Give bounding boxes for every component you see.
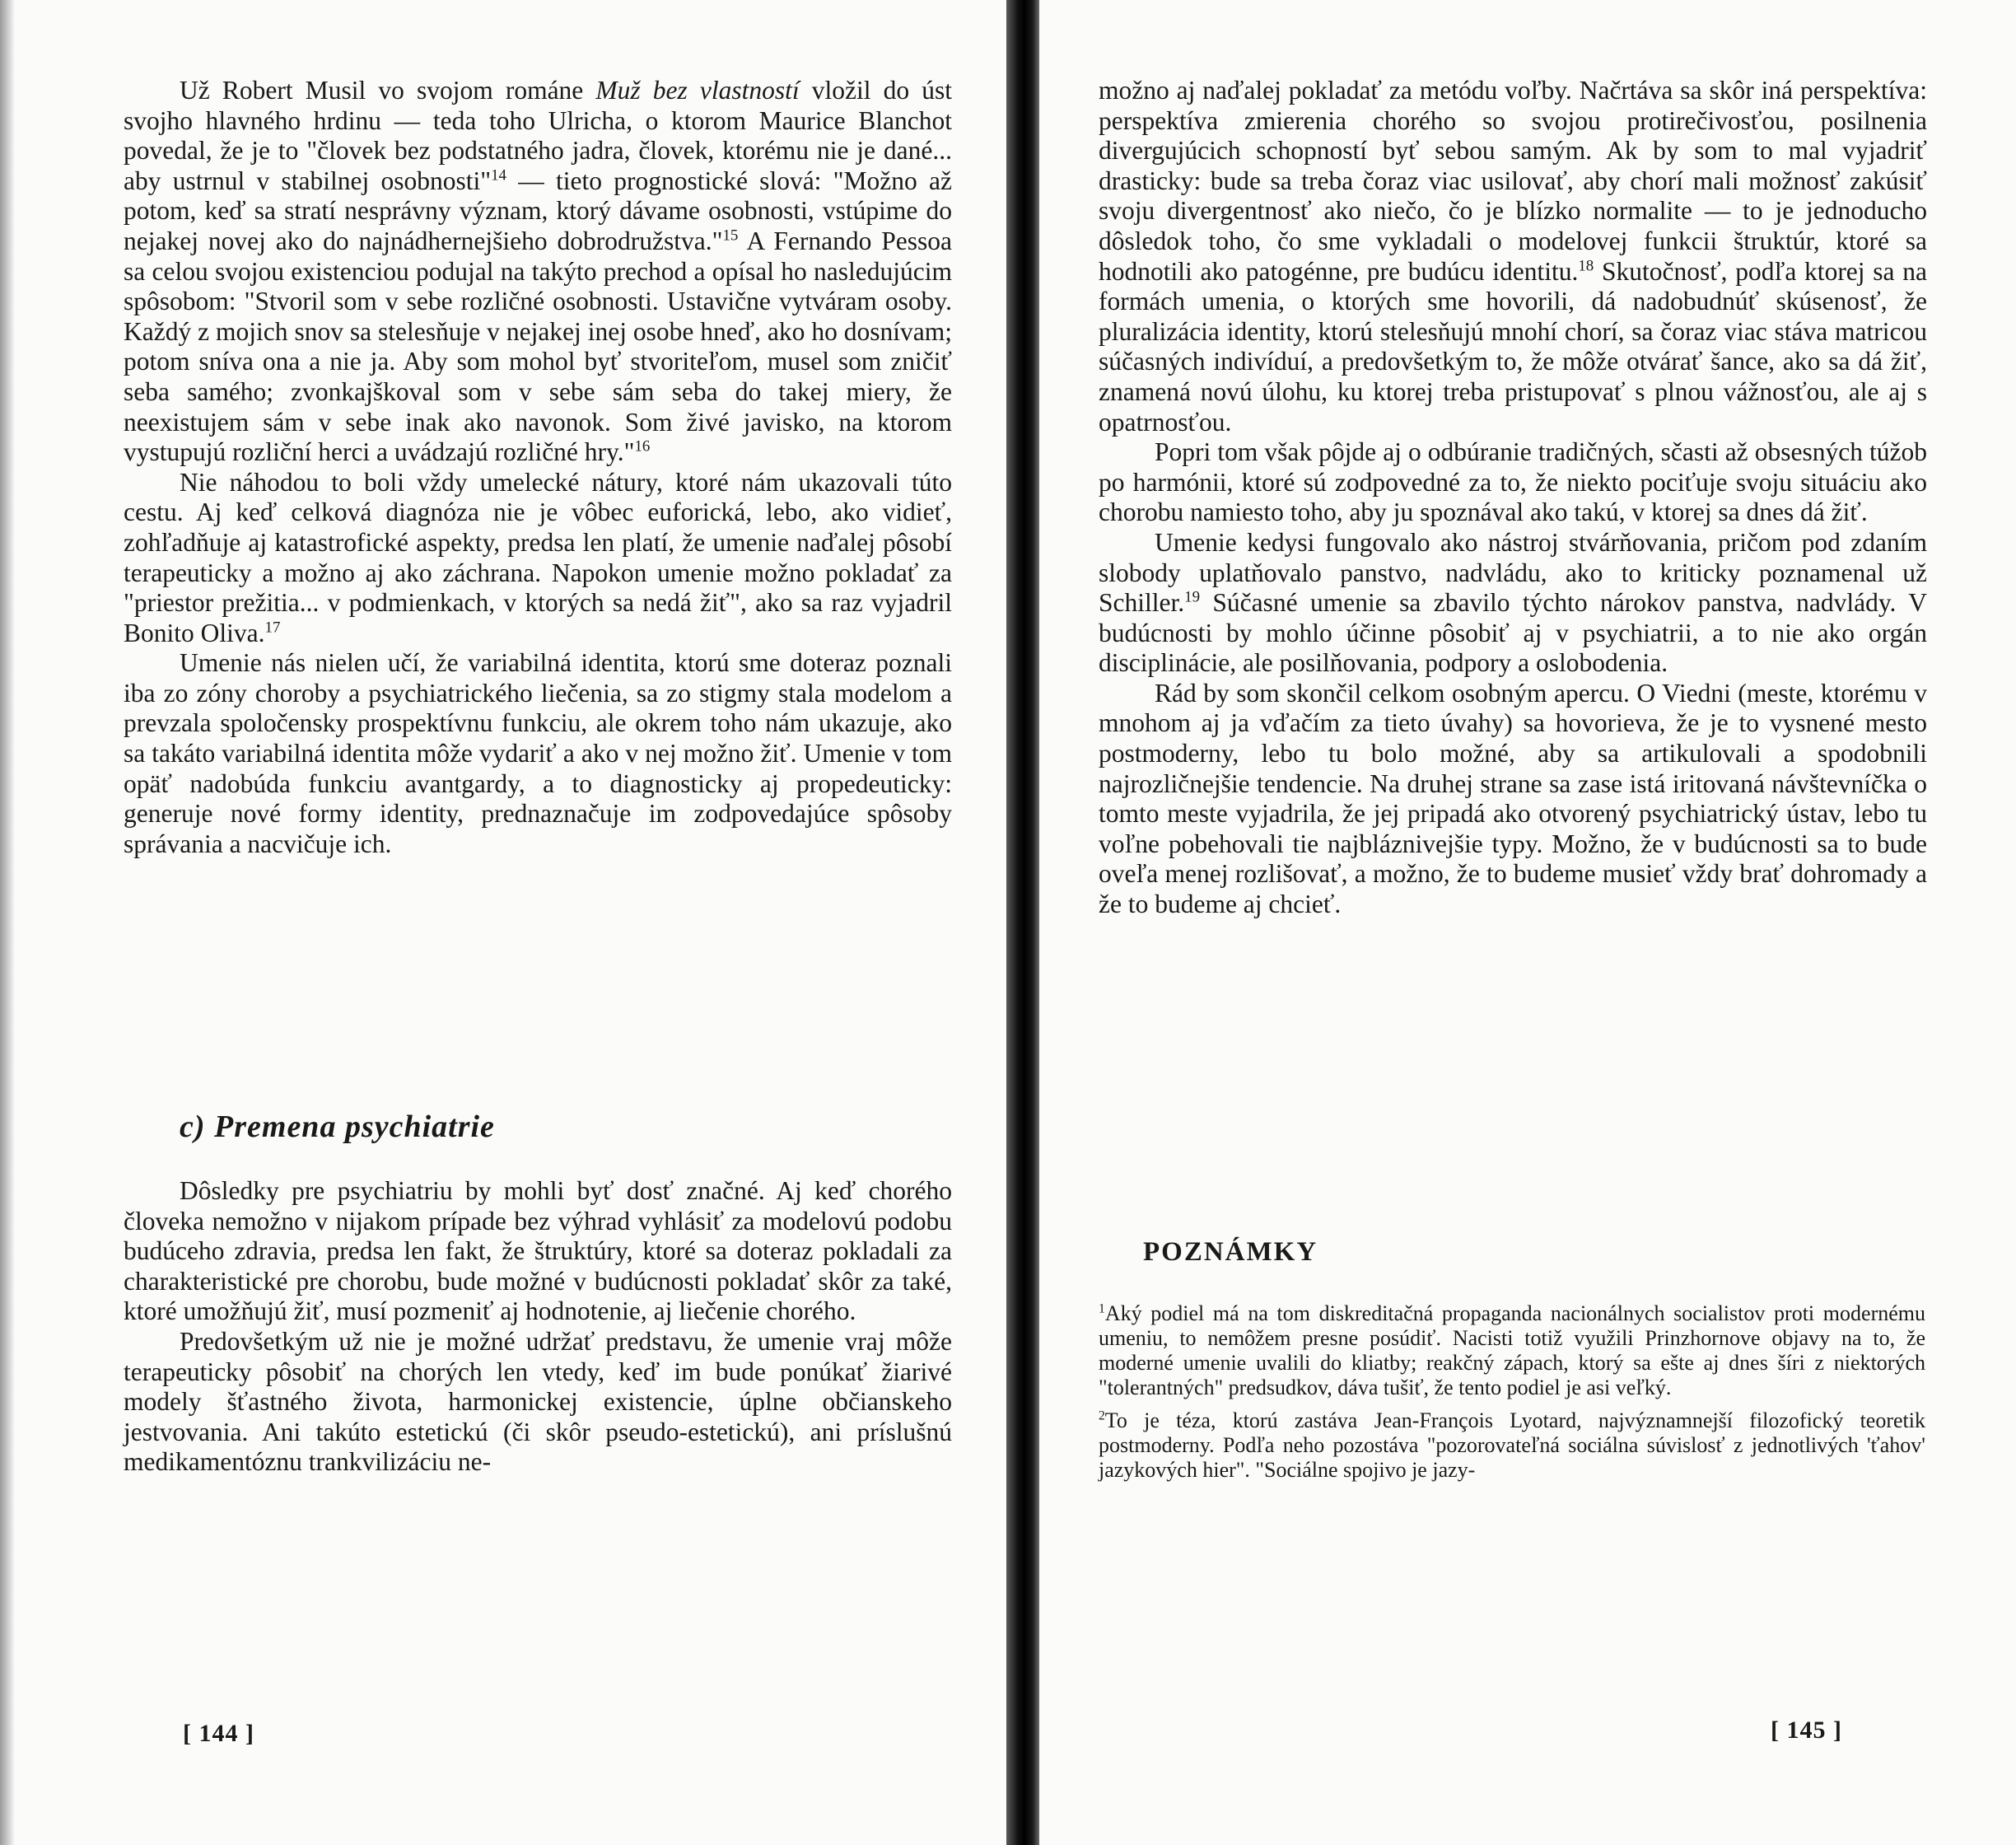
paragraph <box>1099 528 1927 679</box>
left-page-text-block-2 <box>124 1176 952 1478</box>
page-number: [ 145 ] <box>1771 1717 1842 1744</box>
text-span: Už Robert Musil vo svojom románe <box>180 76 596 105</box>
text-span: Súčasné umenie sa zbavilo týchto nárokov panstva, nadvlády. V budúcnosti by mohlo účinne pôsobiť aj v psychiatrii, a to nie ako orgán disciplinácie, ale posilňovania, podpory a oslobodenia. <box>1099 588 1927 678</box>
footnote-text: Aký podiel má na tom diskreditačná propaganda nacionálnych socialistov proti modernému umeniu, to nemôžem presne posúdiť. Nacisti totiž využili Prinzhornove objavy na to, že moderné umenie uvalili do kliatby; reakčný zápach, ktorý sa ešte aj dnes šíri z niektorých "tolerantných" predsudkov, dáva tušiť, že tento podiel je asi veľký. <box>1099 1301 1925 1399</box>
left-page <box>0 0 1006 1845</box>
book-title: Muž bez vlastností <box>595 76 800 105</box>
footnotes-list <box>1099 1301 1925 1491</box>
book-spine-gutter <box>1006 0 1039 1845</box>
footnote-number: 2 <box>1099 1408 1105 1423</box>
paragraph: Popri tom však pôjde aj o odbúranie tradičných, sčasti až obsesných túžob po harmónii, ktoré sú zodpovedné za to, že niekto pociťuje svoju situáciu ako chorobu namiesto toho, aby ju spoznával ako takú, v ktorej sa dnes dá žiť. <box>1099 437 1927 527</box>
footnote-ref: 18 <box>1578 257 1594 275</box>
paragraph <box>1099 76 1927 437</box>
footnote-ref: 16 <box>634 437 651 455</box>
footnote-ref: 14 <box>491 166 506 184</box>
text-span: Nie náhodou to boli vždy umelecké nátury, ktoré nám ukazovali túto cestu. Aj keď celková diagnóza nie je vôbec euforická, lebo, ako vidieť, zohľadňuje aj katastrofické aspekty, predsa len platí, že umenie naďalej pôsobí terapeuticky a možno aj ako záchrana. Napokon umenie možno pokladať za "priestor prežitia... v podmienkach, v ktorých sa nedá žiť", ako sa raz vyjadril Bonito Oliva. <box>124 467 952 647</box>
footnote-number: 1 <box>1099 1301 1105 1316</box>
section-heading: c) Premena psychiatrie <box>180 1109 495 1144</box>
left-page-edge <box>0 0 15 1845</box>
page-number: [ 144 ] <box>183 1720 254 1747</box>
footnote-ref: 17 <box>264 619 281 637</box>
paragraph: Umenie nás nielen učí, že variabilná identita, ktorú sme doteraz poznali iba zo zóny choroby a psychiatrického liečenia, sa zo stigmy stala modelom a prevzala spoločensky prospektívnu funkciu, ale okrem toho nám ukazuje, ako sa takáto variabilná identita môže vydariť a ako v nej možno žiť. Umenie v tom opäť nadobúda funkciu avantgardy, a to diagnosticky aj propedeuticky: generuje nové formy identity, prednaznačuje im zodpovedajúce spôsoby správania a nacvičuje ich. <box>124 648 952 858</box>
footnote <box>1099 1408 1925 1483</box>
right-page-text-block <box>1099 76 1927 920</box>
paragraph: Dôsledky pre psychiatriu by mohli byť dosť značné. Aj keď chorého človeka nemožno v nijakom prípade bez výhrad vyhlásiť za modelovú podobu budúceho zdravia, predsa len fakt, že štruktúry, ktoré sa doteraz pokladali za charakteristické pre chorobu, bude možné v budúcnosti pokladať skôr za také, ktoré umožňujú žiť, musí pozmeniť aj hodnotenie, aj liečenie chorého. <box>124 1176 952 1326</box>
footnote <box>1099 1301 1925 1400</box>
notes-heading: POZNÁMKY <box>1143 1237 1318 1267</box>
paragraph <box>124 76 952 468</box>
text-span: A Fernando Pessoa sa celou svojou existenciou podujal na takýto prechod a opísal ho nasledujúcim spôsobom: "Stvoril som v sebe rozličné osobnosti. Ustavične vytváram osoby. Každý z mojich snov sa stelesňuje v nejakej inej osobe hneď, ako ho dosnívam; potom sníva ona a nie ja. Aby som mohol byť stvoriteľom, musel som zničiť seba samého; zvonkajškoval som v sebe sám seba do takej miery, že neexistujem sám v sebe inak ako navonok. Som živé javisko, na ktorom vystupujú rozliční herci a uvádzajú rozličné hry." <box>124 226 952 467</box>
paragraph: Rád by som skončil celkom osobným apercu. O Viedni (meste, ktorému v mnohom aj ja vďačím za tieto úvahy) sa hovorieva, že je to vysnené mesto postmoderny, lebo tu bolo možné, aby sa artikulovali a spodobnili najrozličnejšie tendencie. Na druhej strane sa zase istá iritovaná návštevníčka o tomto meste vyjadrila, že jej pripadá ako otvorený psychiatrický ústav, lebo tu voľne pobehovali tie najbláznivejšie typy. Možno, že v budúcnosti sa to bude oveľa menej rozlišovať, a možno, že to budeme musieť vždy brať dohromady a že to budeme aj chcieť. <box>1099 678 1927 919</box>
text-span: Umenie kedysi fungovalo ako nástroj stvárňovania, pričom pod zdaním slobody uplatňovalo panstvo, nadvládu, ako to kriticky poznamenal už Schiller. <box>1099 527 1927 618</box>
text-span: možno aj naďalej pokladať za metódu voľby. Načrtáva sa skôr iná perspektíva: perspektíva zmierenia chorého so svojou protirečivosťou, posilnenia divergujúcich schopností byť sebou samým. Ak by som to mal vyjadriť drasticky: bude sa treba čoraz viac usilovať, aby chorí mali možnosť zakúsiť svoju divergentnosť ako niečo, čo je blízko normalite — to je jednoducho dôsledok toho, čo sme vykladali o modelovej funkcii štruktúr, ktoré sa hodnotili ako patogénne, pre budúcu identitu. <box>1099 76 1927 286</box>
text-span: vložil do úst svojho hlavného hrdinu — teda toho Ulricha, o ktorom Maurice Blanchot povedal, že je to "človek bez podstatného jadra, človek, ktorému nie je dané... aby ustrnul v stabilnej osobnosti" <box>124 76 952 195</box>
footnote-text: To je téza, ktorú zastáva Jean-François Lyotard, najvýznamnejší filozofický teoretik postmoderny. Podľa neho pozostáva "pozorovateľná sociálna súvislosť z jednotlivých 'ťahov' jazykových hier". "Sociálne spojivo je jazy- <box>1099 1408 1925 1482</box>
footnote-ref: 19 <box>1184 588 1201 606</box>
text-span: — tieto prognostické slová: "Možno až potom, keď sa stratí nesprávny význam, ktorý dávame osobnosti, vstúpime do nejakej novej ako do najnádhernejšieho dobrodružstva." <box>124 166 952 255</box>
paragraph: Predovšetkým už nie je možné udržať predstavu, že umenie vraj môže terapeuticky pôsobiť na chorých len vtedy, keď im bude ponúkať žiarivé modely šťastného života, harmonickej existencie, úplne občianskeho jestvovania. Ani takúto estetickú (či skôr pseudo-estetickú), ani príslušnú medikamentóznu trankvilizáciu ne- <box>124 1326 952 1477</box>
footnote-ref: 15 <box>722 227 739 245</box>
paragraph <box>124 468 952 649</box>
left-page-text-block <box>124 76 952 859</box>
text-span: Skutočnosť, podľa ktorej sa na formách umenia, o ktorých sme hovorili, dá nadobudnúť skúsenosť, že pluralizácia identity, ktorú stelesňujú mnohí chorí, sa čoraz viac stáva matricou súčasných indivíduí, a predovšetkým to, že môže otvárať šance, ako sa dá žiť, znamená novú úlohu, ku ktorej treba pristupovať s plnou vážnosťou, ale aj s opatrnosťou. <box>1099 256 1927 437</box>
